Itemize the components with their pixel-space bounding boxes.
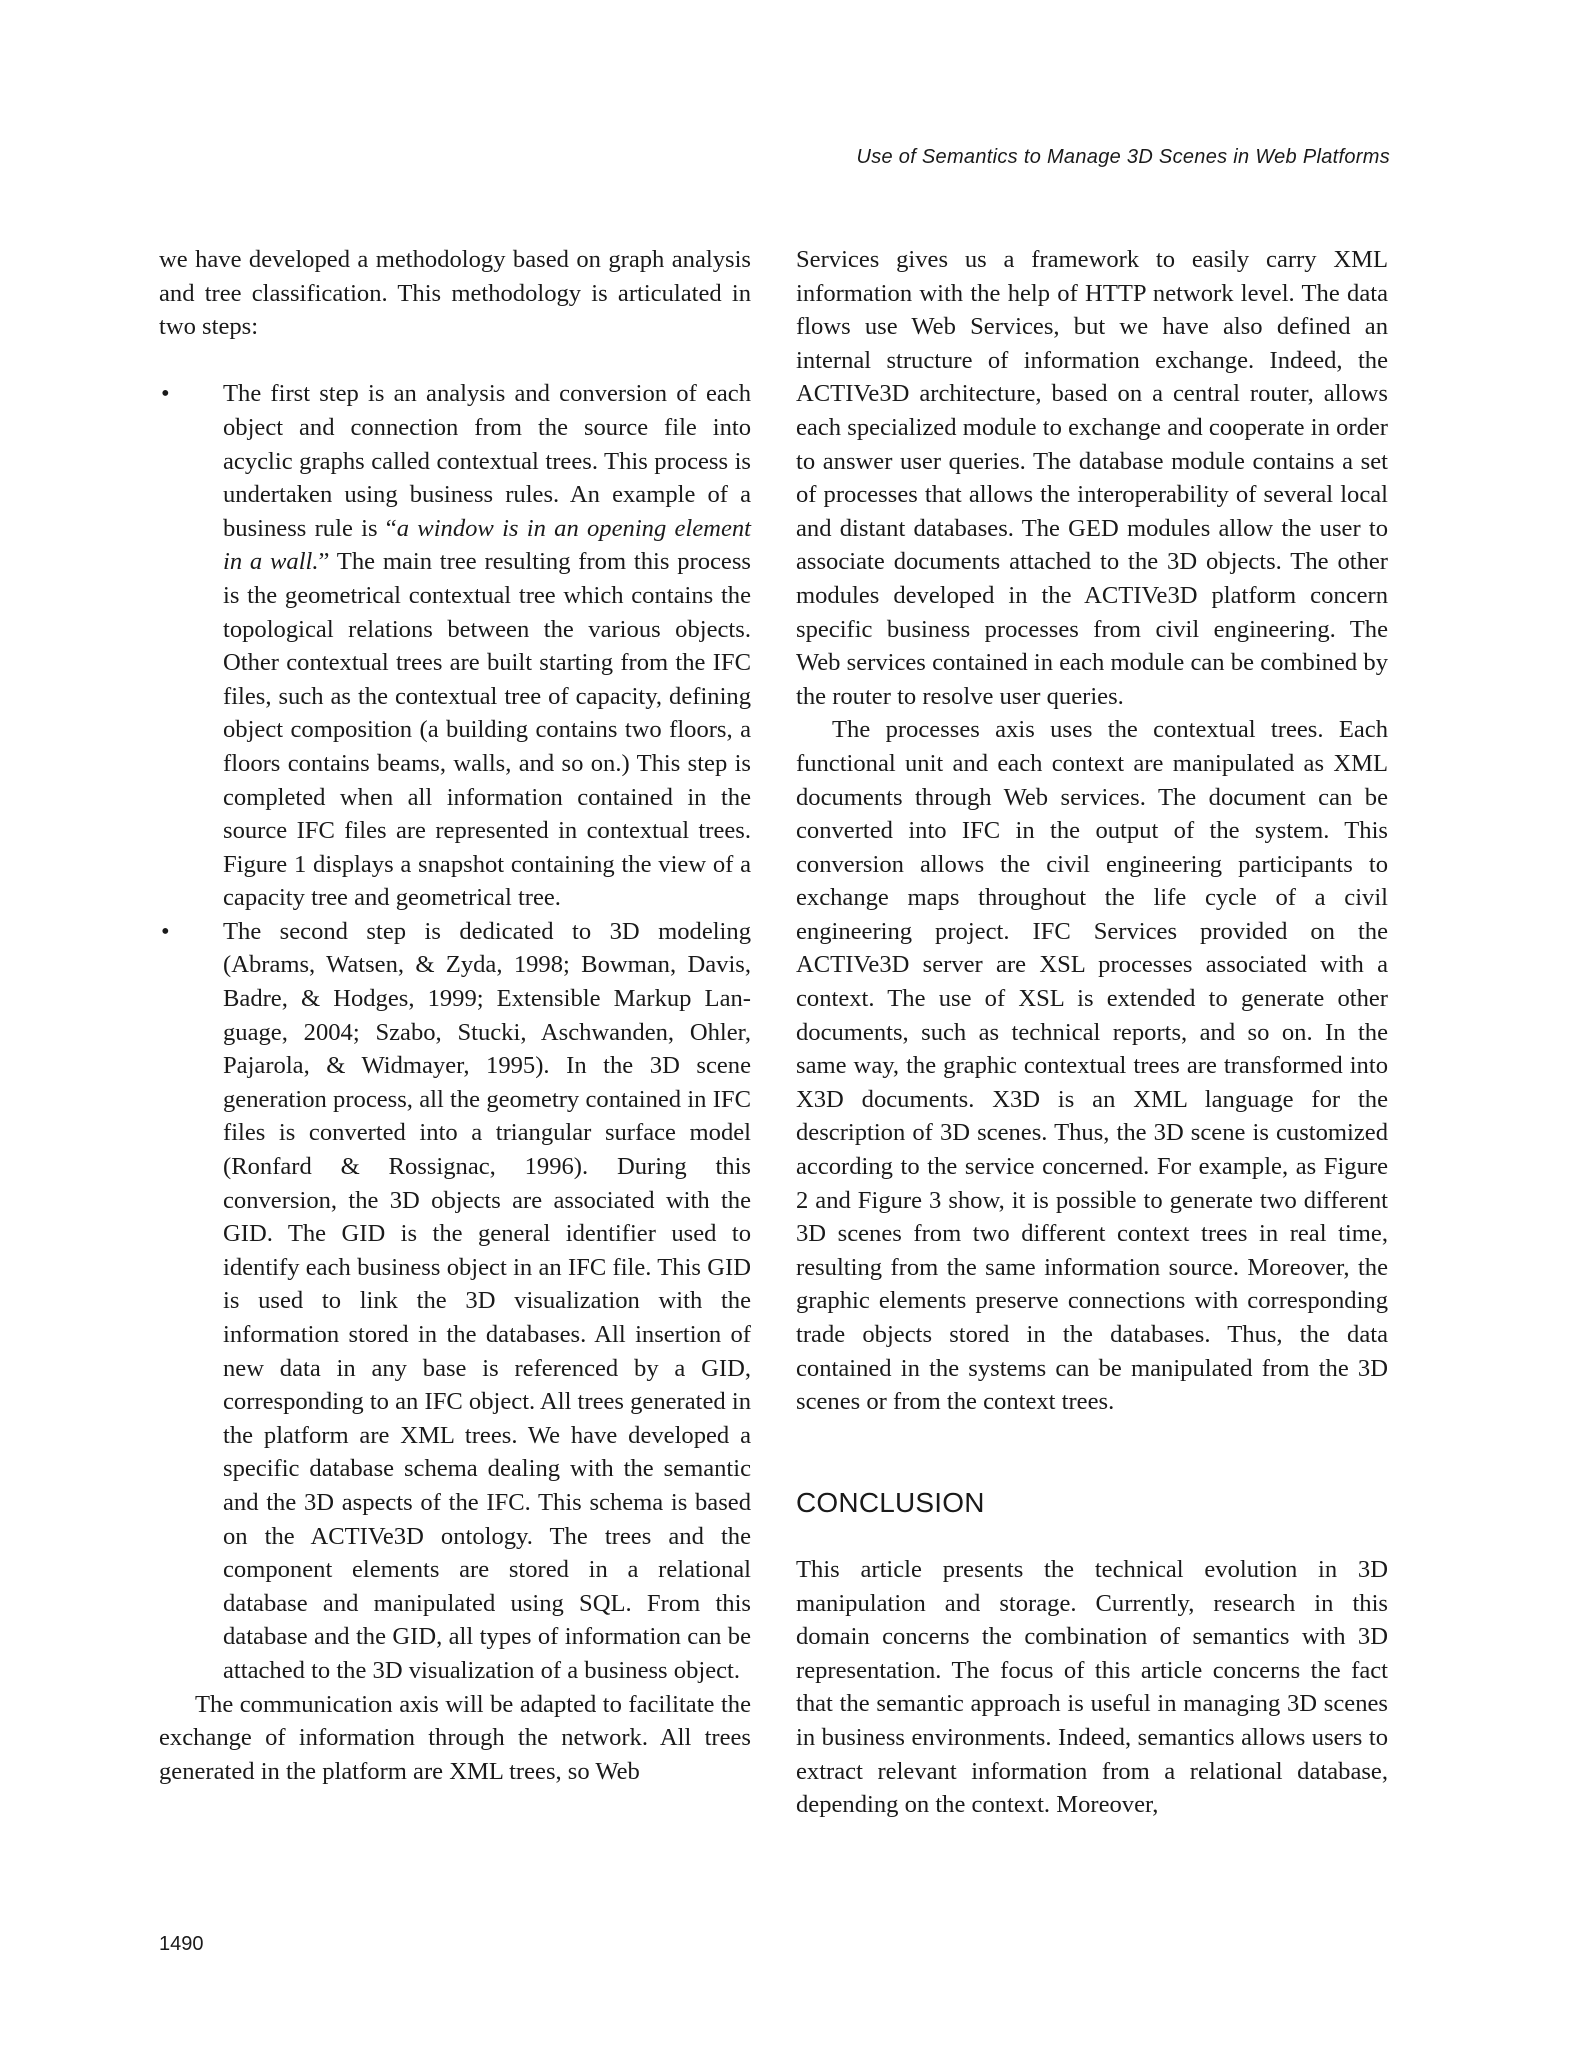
bullet1-text-b: ” The main tree resulting from this process is the geometrical contextual tree which contains the topological relations between the various objects. Other contextual trees are built starting from the IFC files, such as the contextual tree of capacity, defining object composition (a building contains two floors, a floors contains beams, walls, and so on.) This step is completed when all information contained in the source IFC files are represented in contextual trees. Figure 1 displays a snapshot containing the view of a capacity tree and geometrical tree. <box>223 548 751 912</box>
page-number: 1490 <box>159 1933 204 1955</box>
processes-paragraph: The processes axis uses the contextual trees. Each functional unit and each context are manipulated as XML documents through Web services. The document can be converted into IFC in the output of the system. This conversion allows the civil engineering participants to exchange maps throughout the life cycle of a civil engineering project. IFC Services provided on the ACTIVe3D server are XSL processes associated with a context. The use of XSL is extended to generate other documents, such as technical reports, and so on. In the same way, the graphic contextual trees are transformed into X3D documents. X3D is an XML language for the description of 3D scenes. Thus, the 3D scene is customized according to the service concerned. For example, as Figure 2 and Figure 3 show, it is possible to generate two different 3D scenes from two different context trees in real time, resulting from the same information source. Moreover, the graphic elements preserve connections with corresponding trade objects stored in the databases. Thus, the data contained in the systems can be manipulated from the 3D scenes or from the context trees. <box>796 716 1388 1416</box>
bullet1-italic-rule: a window is in an opening element in a wall. <box>223 514 751 576</box>
communication-paragraph: The communication axis will be adapted to facilitate the exchange of information through the network. All trees generated in the platform are XML trees, so Web <box>159 1690 751 1785</box>
bullet-marker: • <box>161 917 170 945</box>
bullet2-text: The second step is dedicated to 3D modeling (Abrams, Watsen, & Zyda, 1998; Bowman, Davis, Badre, & Hodges, 1999; Extensible Markup Language, 2004; Szabo, Stucki, Aschwanden, Ohler, Pajarola, & Widmayer, 1995). In the 3D scene generation process, all the geometry contained in IFC files is converted into a triangular surface model (Ronfard & Rossignac, 1996). During this conversion, the 3D objects are associated with the GID. The GID is the general identifier used to identify each business object in an IFC file. This GID is used to link the 3D visualization with the information stored in the databases. All insertion of new data in any base is referenced by a GID, corresponding to an IFC object. All trees generated in the platform are XML trees. We have developed a specific database schema dealing with the semantic and the 3D aspects of the IFC. This schema is based on the ACTIVe3D ontology. The trees and the component elements are stored in a relational database and manipulated using SQL. From this database and the GID, all types of information can be attached to the 3D visualization of a business object. <box>223 917 751 1684</box>
section-heading: CONCLUSION <box>796 1486 985 1518</box>
running-header: Use of Semantics to Manage 3D Scenes in Web Platforms <box>856 146 1390 168</box>
list-item <box>159 915 751 1688</box>
left-column <box>159 243 751 1788</box>
intro-paragraph: we have developed a methodology based on graph analysis and tree classification. This methodology is articulated in two steps: <box>159 246 751 341</box>
conclusion-paragraph: This article presents the technical evolution in 3D manipulation and storage. Currently, research in this domain concerns the combination of semantics with 3D representation. The focus of this article concerns the fact that the semantic approach is useful in managing 3D scenes in business environments. Indeed, semantics allows users to extract relevant information from a relational database, depending on the context. Moreover, <box>796 1555 1388 1819</box>
list-item <box>159 377 751 915</box>
steps-list <box>159 377 751 1687</box>
bullet-marker: • <box>161 380 170 408</box>
web-services-paragraph: Services gives us a framework to easily carry XML information with the help of HTTP network level. The data flows use Web Services, but we have also defined an internal structure of information exchange. Indeed, the ACTIVe3D architecture, based on a central router, allows each specialized module to exchange and cooperate in order to answer user queries. The database module contains a set of processes that allows the interoperability of several local and distant databases. The GED modules allow the user to associate documents attached to the 3D objects. The other modules developed in the ACTIVe3D platform concern specific business processes from civil engineering. The Web services contained in each module can be combined by the router to resolve user queries. <box>796 246 1388 710</box>
bullet1-text-a: The first step is an analysis and conversion of each object and connection from the source file into acyclic graphs called contextual trees. This process is undertaken using business rules. An example of a business rule is “ <box>223 380 751 542</box>
right-column <box>796 243 1388 1822</box>
